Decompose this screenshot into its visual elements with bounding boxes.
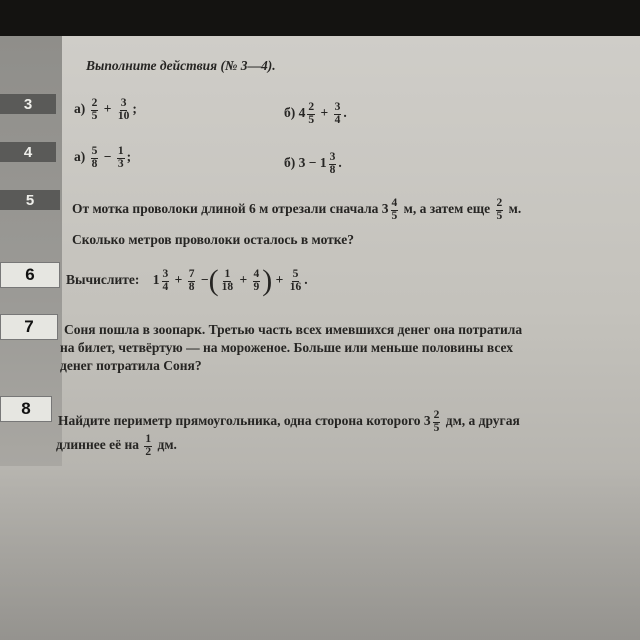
problem-4-part-a xyxy=(74,146,131,170)
problem-5-line-1 xyxy=(72,198,521,222)
text: От мотка проволоки длиной 6 м отрезали сначала 3 xyxy=(72,201,389,217)
problem-8-line-2 xyxy=(56,434,177,458)
operator: + xyxy=(103,101,112,117)
fraction: $\frac{2}{5}$ xyxy=(308,101,315,126)
punctuation: ; xyxy=(132,101,137,117)
problem-3-part-b xyxy=(284,102,347,126)
text: дм. xyxy=(157,437,177,453)
label: Вычислите: xyxy=(66,272,140,288)
fraction: $\frac{7}{8}$ xyxy=(188,268,195,293)
section-instruction: Выполните действия (№ 3—4). xyxy=(86,58,276,73)
fraction: $\frac{4}{5}$ xyxy=(391,197,398,222)
punctuation: ; xyxy=(126,149,132,165)
left-paren: ( xyxy=(208,264,219,297)
fraction: $\frac{1}{18}$ xyxy=(221,268,234,293)
problem-number-8: 8 xyxy=(0,396,52,422)
top-dark-border xyxy=(0,0,640,36)
text: Найдите периметр прямоугольника, одна сторона которого 3 xyxy=(58,413,431,429)
problem-7-line-1: Соня пошла в зоопарк. Третью часть всех имевшихся денег она потратила xyxy=(64,322,523,337)
problem-6-expression xyxy=(66,266,308,296)
fraction: $\frac{4}{9}$ xyxy=(253,268,260,293)
punctuation: . xyxy=(343,105,347,121)
problem-number-7: 7 xyxy=(0,314,58,340)
problem-number-5: 5 xyxy=(0,190,60,210)
operator: + xyxy=(320,105,329,121)
fraction: $\frac{3}{8}$ xyxy=(329,151,336,176)
problem-number-3: 3 xyxy=(0,94,56,114)
part-label: а) xyxy=(74,101,86,117)
operator: − xyxy=(200,272,209,288)
punctuation: . xyxy=(338,155,342,171)
text: дм, а другая xyxy=(445,413,520,429)
operator: + xyxy=(239,272,248,288)
problem-3-part-a xyxy=(74,98,137,122)
page-shadow xyxy=(0,466,640,640)
problem-7-line-3: денег потратила Соня? xyxy=(60,358,202,373)
right-paren: ) xyxy=(262,264,273,297)
fraction: $\frac{3}{4}$ xyxy=(162,268,169,293)
text: м. xyxy=(508,201,522,217)
fraction: $\frac{1}{2}$ xyxy=(145,433,152,458)
problem-8-line-1 xyxy=(58,410,520,434)
punctuation: . xyxy=(304,272,308,288)
whole-number: 1 xyxy=(152,272,160,288)
fraction: $\frac{5}{8}$ xyxy=(91,145,98,170)
fraction: $\frac{5}{16}$ xyxy=(289,268,302,293)
fraction: $\frac{2}{5}$ xyxy=(433,409,440,434)
fraction: $\frac{2}{5}$ xyxy=(496,197,503,222)
text: м, а затем еще xyxy=(403,201,491,217)
expression: 3 − 1 xyxy=(298,155,327,171)
operator: + xyxy=(174,272,183,288)
fraction: $\frac{2}{5}$ xyxy=(91,97,98,122)
problem-4-part-b xyxy=(284,152,342,176)
part-label: а) xyxy=(74,149,86,165)
text: длиннее её на xyxy=(56,437,139,453)
problem-5-line-2: Сколько метров проволоки осталось в мотке? xyxy=(72,232,354,247)
fraction: $\frac{3}{10}$ xyxy=(117,97,130,122)
problem-number-6: 6 xyxy=(0,262,60,288)
whole-number: 4 xyxy=(298,105,306,121)
operator: − xyxy=(103,149,112,165)
operator: + xyxy=(275,272,284,288)
part-label: б) xyxy=(284,105,296,121)
problem-7-line-2: на билет, четвёртую — на мороженое. Больше или меньше половины всех xyxy=(60,340,513,355)
problem-number-4: 4 xyxy=(0,142,56,162)
fraction: $\frac{1}{3}$ xyxy=(117,145,124,170)
part-label: б) xyxy=(284,155,296,171)
fraction: $\frac{3}{4}$ xyxy=(334,101,341,126)
